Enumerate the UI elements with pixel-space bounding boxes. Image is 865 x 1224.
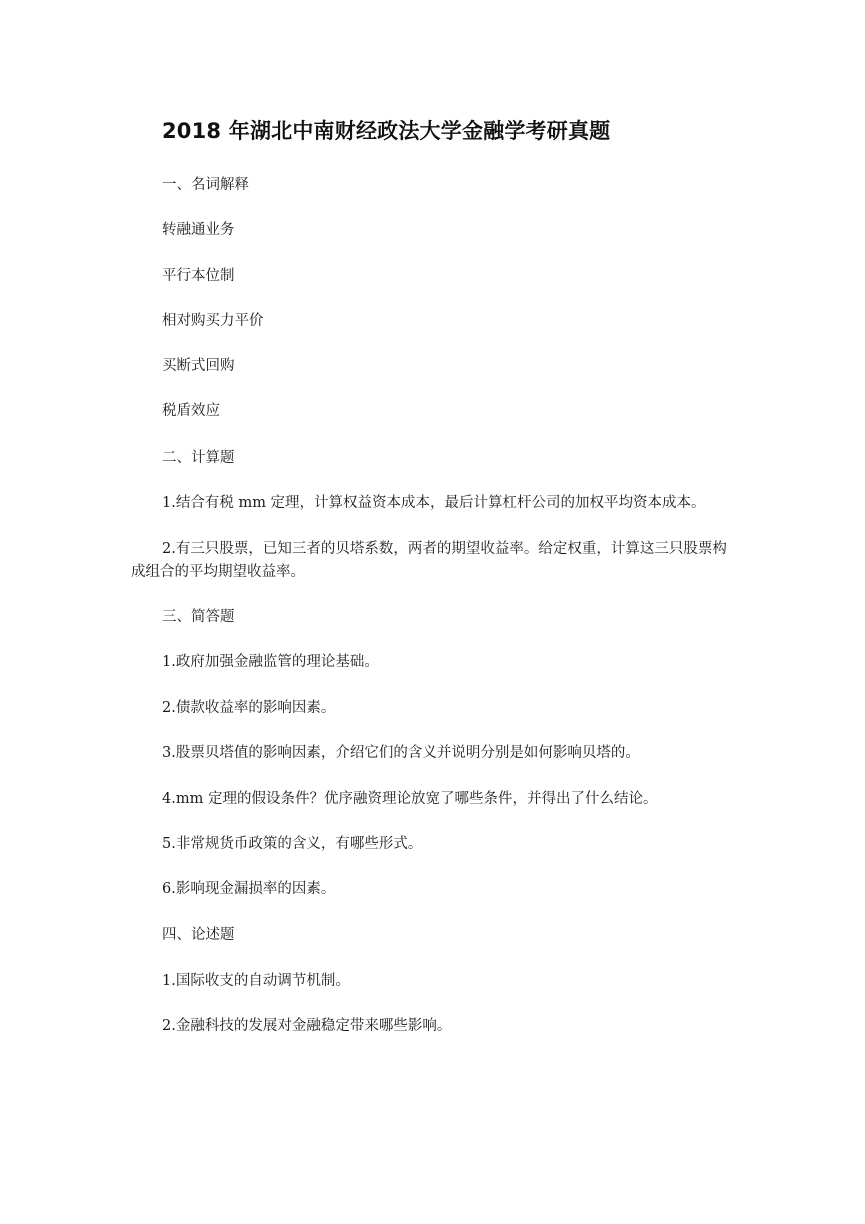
term-item: 买断式回购 bbox=[162, 358, 235, 374]
term-item: 平行本位制 bbox=[162, 268, 235, 284]
essay-question: 2.金融科技的发展对金融稳定带来哪些影响。 bbox=[162, 1018, 452, 1034]
term-item: 转融通业务 bbox=[162, 222, 235, 238]
term-item: 税盾效应 bbox=[162, 403, 220, 419]
calculation-question: 1.结合有税 mm 定理，计算权益资本成本，最后计算杠杆公司的加权平均资本成本。 bbox=[162, 495, 706, 511]
calculation-question: 2.有三只股票，已知三者的贝塔系数，两者的期望收益率。给定权重，计算这三只股票构成组合的平均期望收益率。 bbox=[131, 541, 727, 580]
term-item: 相对购买力平价 bbox=[162, 313, 264, 329]
short-answer-question: 1.政府加强金融监管的理论基础。 bbox=[162, 654, 379, 670]
short-answer-question: 6.影响现金漏损率的因素。 bbox=[162, 881, 336, 897]
section-heading-short-answer: 三、简答题 bbox=[162, 609, 235, 625]
section-heading-calculation: 二、计算题 bbox=[162, 450, 235, 466]
short-answer-question: 4.mm 定理的假设条件？优序融资理论放宽了哪些条件，并得出了什么结论。 bbox=[162, 791, 658, 807]
document-title: 2018 年湖北中南财经政法大学金融学考研真题 bbox=[162, 119, 611, 143]
section-heading-terms: 一、名词解释 bbox=[162, 177, 249, 193]
essay-question: 1.国际收支的自动调节机制。 bbox=[162, 973, 350, 989]
section-heading-essay: 四、论述题 bbox=[162, 927, 235, 943]
short-answer-question: 2.债款收益率的影响因素。 bbox=[162, 700, 336, 716]
short-answer-question: 5.非常规货币政策的含义，有哪些形式。 bbox=[162, 836, 423, 852]
short-answer-question: 3.股票贝塔值的影响因素，介绍它们的含义并说明分别是如何影响贝塔的。 bbox=[162, 745, 640, 761]
